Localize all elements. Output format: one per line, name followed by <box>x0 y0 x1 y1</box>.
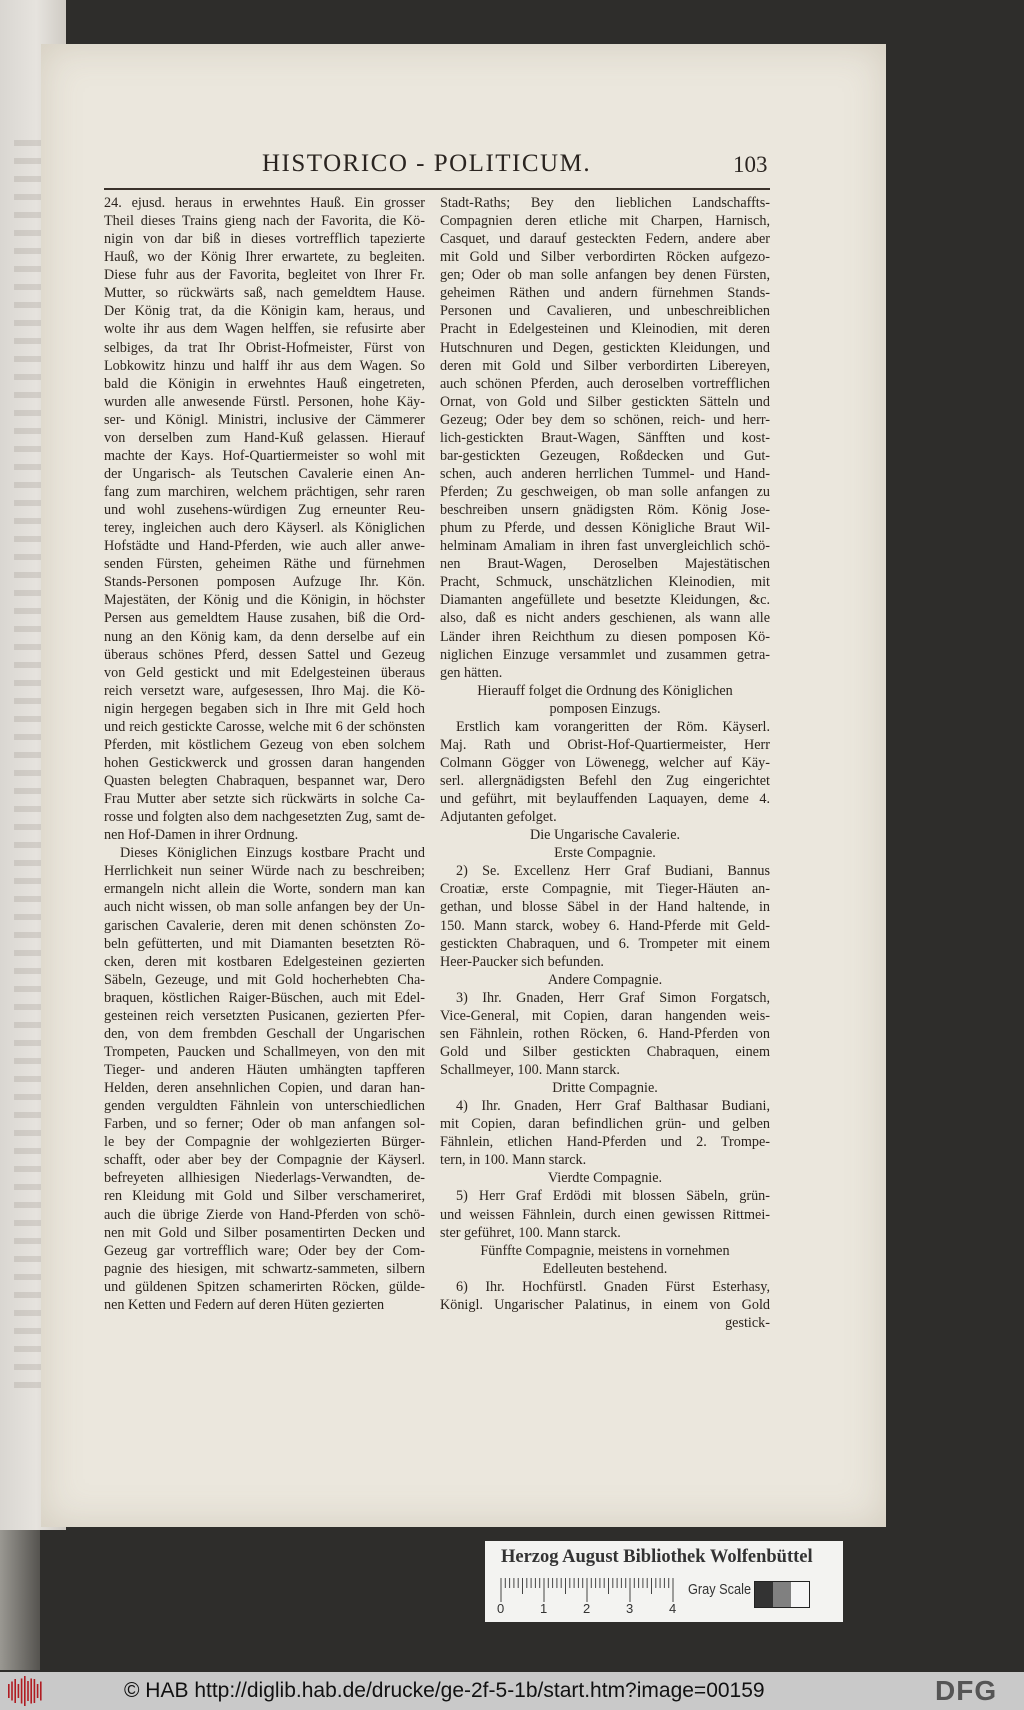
text-line: ster geführet, 100. Mann starck. <box>440 1224 621 1241</box>
text-line: Heer-Paucker sich befunden. <box>440 953 604 970</box>
text-line: auch nicht wissen, ob man solle anfangen bey der Un- <box>104 899 425 916</box>
page-number: 103 <box>733 152 768 177</box>
text-line: pagnie des hiesigen, mit schwartz-sammeten, silbern <box>104 1260 425 1277</box>
text-line: gen; Oder ob man solle anfangen bey denen Fürsten, <box>440 267 770 284</box>
library-label-card <box>485 1541 843 1622</box>
text-line: Colmann Gögger von Löwenegg, welcher auf Käy- <box>440 754 770 771</box>
text-line: nen Ketten und Federn auf deren Hüten gezierten <box>104 1296 385 1313</box>
text-line: Adjutanten gefolget. <box>440 809 557 826</box>
text-line: Frau Mutter aber setzte sich rückwärts in solche Ca- <box>104 791 425 808</box>
ruler-number: 3 <box>626 1601 634 1616</box>
text-line: auch die übrige Zierde von Hand-Pferden von schö- <box>104 1206 425 1223</box>
text-line: Ornat, von Gold und Silber gestickten Sätteln und <box>440 393 770 410</box>
text-line: reich versetzt ware, aufgesessen, Ihro Maj. die Kö- <box>104 682 425 699</box>
text-line: Mutter, so rückwärts saß, nach gemeldtem Hause. <box>104 285 425 302</box>
logo-bar <box>34 1679 36 1703</box>
text-line: ren Kleidung mit Gold und Silber verschameriret, <box>104 1188 425 1205</box>
gray-swatch-light <box>791 1582 809 1607</box>
text-line: gestick- <box>725 1314 770 1331</box>
text-line: Erstlich kam vorangeritten der Röm. Käyserl. <box>456 718 770 735</box>
text-line: wurden alle anwesende Fürstl. Personen, hohe Käy- <box>104 393 425 410</box>
text-line: Pracht in Edelgesteinen und Kleinodien, mit deren <box>440 321 770 338</box>
text-line: senden Fürsten, geheimen Räthe und fürnehmen <box>104 556 425 573</box>
header-rule <box>104 188 770 190</box>
text-line: garischen Cavalerie, deren mit denen schönsten Zo- <box>104 917 425 934</box>
text-line: terey, ingleichen auch dero Käyserl. als Königlichen <box>104 520 425 537</box>
text-line: und reich gestickte Carosse, welche mit 6 der schönsten <box>104 718 425 735</box>
text-line: Tieger- und anderen Häuten umhängten tapfferen <box>104 1062 425 1078</box>
footer-copyright-link[interactable]: © HAB http://diglib.hab.de/drucke/ge-2f-5-1b/start.htm?image=00159 <box>124 1679 765 1702</box>
text-line: 3) Ihr. Gnaden, Herr Graf Simon Forgatsch, <box>456 989 770 1006</box>
text-line: nen Hof-Damen in ihrer Ordnung. <box>104 827 299 844</box>
text-line: pomposen Einzugs. <box>549 700 661 717</box>
text-line: den, von dem frembden Geschall der Ungarischen <box>104 1025 425 1042</box>
text-line: schafft, oder aber bey der Compagnie der Käyserl. <box>104 1152 425 1169</box>
text-line: Stadt-Raths; Bey den lieblichen Landschaffts- <box>440 195 770 211</box>
text-line: Lobkowitz hinzu und halff ihr aus dem Wagen. So <box>104 357 425 374</box>
text-line: Königl. Ungarischer Palatinus, in einem von Gold <box>440 1296 770 1313</box>
text-line: der Ungarisch- als Teutschen Cavalerie einen An- <box>104 465 425 482</box>
text-line: Vierdte Compagnie. <box>547 1170 663 1187</box>
text-line: Gezeug; Oder bey dem so schönen, reich- und herr- <box>440 411 770 428</box>
logo-bar <box>24 1676 26 1706</box>
ruler-number: 4 <box>669 1601 677 1616</box>
text-line: lich-gestickten Braut-Wagen, Sänfften und kost- <box>440 429 770 446</box>
text-line: nigin hergegen begaben sich in Ihre mit Geld hoch <box>104 700 425 717</box>
text-line: braquen, köstlichen Raiger-Büschen, auch mit Edel- <box>104 989 425 1006</box>
text-line: Edelleuten bestehend. <box>542 1260 668 1277</box>
text-line: serl. allergnädigsten Befehl den Zug eingerichtet <box>440 773 770 789</box>
logo-bar <box>21 1679 23 1704</box>
logo-bar <box>30 1679 32 1704</box>
text-line: Andere Compagnie. <box>547 971 663 988</box>
logo-bar <box>40 1682 42 1701</box>
text-line: Theil dieses Trains gieng nach der Favorita, die Kö- <box>104 213 425 230</box>
ruler-number: 2 <box>583 1601 591 1616</box>
text-line: Diamanten angefüllete und besetzte Kleidungen, &c. <box>440 592 770 609</box>
text-line: Vice-General, mit Copien, daran hangenden weis- <box>440 1007 770 1024</box>
left-text-column <box>104 194 425 1314</box>
text-line: selbiges, da trat Ihr Obrist-Hofmeister, Fürst von <box>104 339 425 356</box>
text-line: Pferden; Zu geschweigen, ob man solle anfangen zu <box>440 484 770 500</box>
text-line: ser- und Königl. Ministri, inclusive der Cämmerer <box>104 411 425 428</box>
ruler-number: 0 <box>497 1601 505 1616</box>
text-line: Diese fuhr aus der Favorita, begleitet von Ihrer Fr. <box>104 267 425 284</box>
text-line: und weissen Fähnlein, durch einen gewissen Rittmei- <box>440 1206 770 1223</box>
text-line: gesteinen reich versetzten Pusicanen, gezierten Pfer- <box>104 1007 425 1024</box>
ruler-number: 1 <box>540 1601 548 1616</box>
text-line: Gold und Silber gestickten Chabraquen, einem <box>440 1043 770 1060</box>
gray-swatch-mid <box>773 1582 791 1607</box>
text-line: nung an den König kam, da denn derselbe auf ein <box>104 628 425 645</box>
gray-scale-label: Gray Scale <box>688 1581 752 1598</box>
text-line: hohen Gestickwerck und grossen daran hangenden <box>104 754 425 771</box>
text-line: Hutschnuren und Degen, gestickten Kleidungen, und <box>440 339 770 356</box>
right-text-column <box>440 194 770 1332</box>
text-line: Die Ungarische Cavalerie. <box>529 827 681 844</box>
text-line: Farben, und so ferner; Oder ob man anfangen sol- <box>104 1116 425 1133</box>
library-name: Herzog August Bibliothek Wolfenbüttel <box>501 1547 813 1567</box>
logo-bar <box>11 1682 13 1701</box>
text-line: Dieses Königlichen Einzugs kostbare Pracht und <box>120 845 425 862</box>
text-line: Fähnlein, etlichen Hand-Pferden und 2. Trompe- <box>440 1134 770 1151</box>
text-line: mit Copien, daran befindlichen grün- und gelben <box>440 1116 770 1133</box>
text-line: Gezeug gar vortrefflich ware; Oder bey der Com- <box>104 1242 425 1259</box>
text-line: Länder ihren Reichthum zu diesen pomposen Kö- <box>440 628 770 645</box>
text-line: überaus schönes Pferd, dessen Sattel und Gezeug <box>104 646 425 663</box>
text-line: 2) Se. Excellenz Herr Graf Budiani, Bannus <box>456 863 770 880</box>
text-line: Croatiæ, erste Compagnie, mit Tieger-Häuten an- <box>440 881 770 898</box>
text-line: genden verguldten Fähnlein von unterschiedlichen <box>104 1098 425 1115</box>
text-line: gethan, und blosse Säbel in der Hand haltende, in <box>440 899 770 916</box>
text-line: und geführt, mit beylauffenden Laquayen, deme 4. <box>440 791 770 808</box>
text-line: Dritte Compagnie. <box>552 1080 658 1097</box>
logo-bar <box>18 1684 20 1698</box>
text-line: nen Braut-Wagen, Deroselben Majestätischen <box>440 556 770 573</box>
text-line: Pracht, Schmuck, unschätzlichen Kleinodien, mit <box>440 574 770 591</box>
text-line: Hauß, wo der König Ihrer erwartete, zu begleiten. <box>104 249 425 266</box>
text-line: 5) Herr Graf Erdödi mit blossen Säbeln, grün- <box>456 1188 770 1205</box>
text-line: nen mit Gold und Silber posamentirten Decken und <box>104 1224 425 1241</box>
text-line: fang zum marchiren, welchem prächtigen, sehr raren <box>104 484 425 500</box>
text-line: Hofstädte und Hand-Pferden, wie auch aller anwe- <box>104 538 425 555</box>
text-line: Stands-Personen pomposen Aufzuge Ihr. Kön. <box>104 574 425 591</box>
text-line: 24. ejusd. heraus in erwehntes Hauß. Ein grosser <box>104 195 425 211</box>
text-line: von derselben zum Hand-Kuß gelassen. Hierauf <box>104 429 425 446</box>
text-line: Majestäten, der König und die Königin, in höchster <box>104 592 425 609</box>
logo-bar <box>27 1681 29 1701</box>
text-line: 150. Mann starck, wobey 6. Hand-Pferde mit Geld- <box>440 917 770 934</box>
text-line: 6) Ihr. Hochfürstl. Gnaden Fürst Esterhasy, <box>456 1278 770 1295</box>
text-line: also, daß es nicht anders geschienen, als wann alle <box>440 610 770 627</box>
text-line: phum zu Pferde, und dessen Königliche Braut Wil- <box>440 520 770 537</box>
text-line: Herrlichkeit nun seiner Würde nach zu beschreiben; <box>104 863 425 880</box>
text-line: mit Gold und Silber verbordirten Röcken aufgezo- <box>440 249 770 266</box>
text-line: sen Fähnlein, rothen Röcken, 6. Hand-Pferden von <box>440 1025 770 1042</box>
hab-logo-icon <box>6 1676 44 1706</box>
text-line: und güldenen Spitzen schamerirten Röcken, gülde- <box>104 1278 425 1295</box>
logo-bar <box>8 1684 10 1698</box>
footer-bar <box>0 1672 1024 1710</box>
text-line: Säbeln, Gezeuge, und mit Gold hocherhebten Cha- <box>104 971 425 988</box>
text-line: Casquet, und darauf gesteckten Federn, andere aber <box>440 231 770 248</box>
text-line: bar-gestickten Gezeugen, Roßdecken und Gut- <box>440 447 770 464</box>
text-line: Persen aus gemeldtem Hause zusahen, biß die Ord- <box>104 610 425 627</box>
running-title: HISTORICO - POLITICUM. <box>262 150 592 177</box>
text-line: Fünffte Compagnie, meistens in vornehmen <box>480 1242 730 1259</box>
text-line: Pferden, mit köstlichem Gezeug von eben solchem <box>104 736 425 753</box>
text-line: Schallmeyer, 100. Mann starck. <box>440 1062 620 1078</box>
text-line: niglichen Einzuge versammlet und zusammen getra- <box>440 646 770 663</box>
book-edge <box>0 1530 40 1670</box>
text-line: machte der Kays. Hof-Quartiermeister so wohl mit <box>104 447 425 464</box>
text-line: Helden, deren ansehnlichen Copien, und daran han- <box>104 1080 425 1097</box>
text-line: auch schönen Pferden, auch deroselben vortrefflichen <box>440 375 770 392</box>
text-line: Personen und Cavalieren, und unbeschreiblichen <box>440 303 770 320</box>
text-line: Maj. Rath und Obrist-Hof-Quartiermeister, Herr <box>440 736 770 753</box>
text-line: Hierauff folget die Ordnung des Königlichen <box>477 682 733 699</box>
text-line: rosse und folgten also dem nachgesetzten Zug, samt de- <box>104 809 425 826</box>
text-line: helminam Amaliam in ihren fast unvergleichlich schö- <box>440 538 770 555</box>
text-line: Der König trat, da die Königin kam, heraus, und <box>104 303 425 320</box>
text-line: tern, in 100. Mann starck. <box>440 1152 587 1169</box>
logo-bar <box>37 1684 39 1698</box>
text-line: gen hätten. <box>440 664 503 681</box>
text-line: gestickten Chabraquen, und 6. Trompeter mit einem <box>440 935 770 952</box>
text-line: und wohl zusehens-würdigen Zug erneunter Reu- <box>104 502 425 519</box>
text-line: beln gefütterten, und mit Diamanten besetzten Rö- <box>104 935 425 952</box>
text-line: von Geld gestickt und mit Edelgesteinen überaus <box>104 664 425 681</box>
text-line: Trompeten, Paucken und Schallmeyen, von den mit <box>104 1043 425 1060</box>
text-line: le bey der Compagnie der wohlgezierten Bürger- <box>104 1134 425 1151</box>
text-line: ermangeln nicht allein die Worte, sondern man kan <box>104 881 425 898</box>
text-line: deren mit Gold und Silber verbordirten Libereyen, <box>440 357 770 374</box>
text-line: geheimen Räthen und andern fürnehmen Stands- <box>440 285 770 302</box>
text-line: wolte ihr aus dem Wagen helffen, sie refusirte aber <box>104 321 425 338</box>
gray-swatch-dark <box>755 1582 773 1607</box>
text-line: Quasten belegten Chabraquen, bespannet war, Dero <box>104 773 425 789</box>
text-line: bald die Königin in erwehntes Hauß eingetreten, <box>104 375 425 392</box>
text-line: beschreiben unsern gnädigsten Röm. König Jose- <box>440 502 770 519</box>
logo-bar <box>14 1679 16 1703</box>
text-line: befreyeten allhiesigen Niederlags-Verwandten, de- <box>104 1170 425 1187</box>
text-line: 4) Ihr. Gnaden, Herr Graf Balthasar Budiani, <box>456 1098 770 1115</box>
text-line: Erste Compagnie. <box>554 845 656 862</box>
text-line: cken, deren mit kostbaren Edelgesteinen gezierten <box>104 953 425 970</box>
dfg-logo: DFG <box>935 1675 998 1706</box>
text-line: nigin von dar biß in dieses vortrefflich tapezierte <box>104 231 425 248</box>
gray-scale-swatch <box>754 1581 810 1608</box>
text-line: Compagnien deren etliche mit Charpen, Harnisch, <box>440 213 770 230</box>
text-line: schen, auch anderen herrlichen Tummel- und Hand- <box>440 465 770 482</box>
